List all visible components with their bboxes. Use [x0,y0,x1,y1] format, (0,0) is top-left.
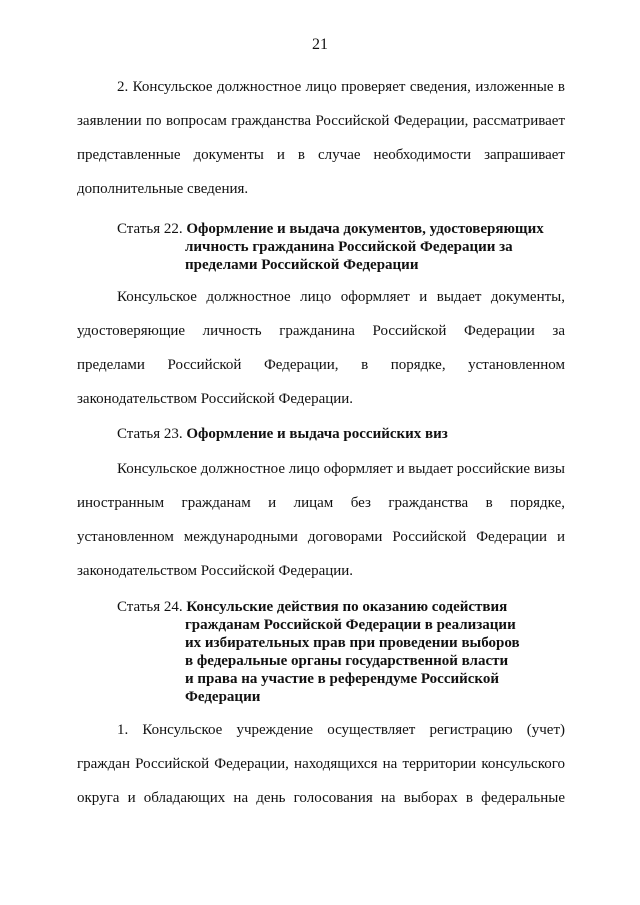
text-line: законодательством Российской Федерации. [77,391,354,407]
article-title-line: гражданам Российской Федерации в реализации [185,617,516,633]
text-line: 2. Консульское должностное лицо проверяет сведения, изложенные в [117,79,565,95]
article-title-line: пределами Российской Федерации [185,257,419,273]
text-line: округа и обладающих на день голосования на выборах в федеральные [77,790,565,806]
article-label: Статья 23. [117,426,183,442]
text-line: законодательством Российской Федерации. [77,563,354,579]
text-line: дополнительные сведения. [77,181,249,197]
article-title-line: в федеральные органы государственной власти [185,653,509,669]
text-line: удостоверяющие личность гражданина Российской Федерации за [77,323,565,339]
paragraph-consular-verification [77,70,565,206]
text-line: заявлении по вопросам гражданства Российской Федерации, рассматривает [77,113,565,129]
article-title-line: и права на участие в референдуме Российской [185,671,500,687]
article-title: Оформление и выдача документов, удостоверяющих [186,221,544,237]
text-line: представленные документы и в случае необходимости запрашивает [77,147,565,163]
paragraph-documents-issuance [77,280,565,416]
article-title-line: их избирательных прав при проведении выборов [185,635,520,651]
paragraph-visa-issuance [77,452,565,588]
text-line: граждан Российской Федерации, находящихся на территории консульского [77,756,565,772]
article-title: Консульские действия по оказанию содействия [186,599,508,615]
text-line: иностранным гражданам и лицам без гражданства в порядке, [77,495,565,511]
text-line: пределами Российской Федерации, в порядке, установленном [77,357,565,373]
text-line: 1. Консульское учреждение осуществляет регистрацию (учет) [117,722,565,738]
article-22-heading [117,220,577,274]
article-23-heading [117,425,577,443]
article-24-heading [117,598,577,706]
article-label: Статья 22. [117,221,183,237]
page-number: 21 [312,36,328,53]
text-line: установленном международными договорами Российской Федерации и [77,529,565,545]
text-line: Консульское должностное лицо оформляет и выдает документы, [117,289,565,305]
article-title-line: Федерации [185,689,261,705]
article-title-line: личность гражданина Российской Федерации за [185,239,513,255]
article-label: Статья 24. [117,599,183,615]
text-line: Консульское должностное лицо оформляет и выдает российские визы [117,461,565,477]
article-title: Оформление и выдача российских виз [186,426,448,442]
paragraph-voter-registration [77,713,565,815]
